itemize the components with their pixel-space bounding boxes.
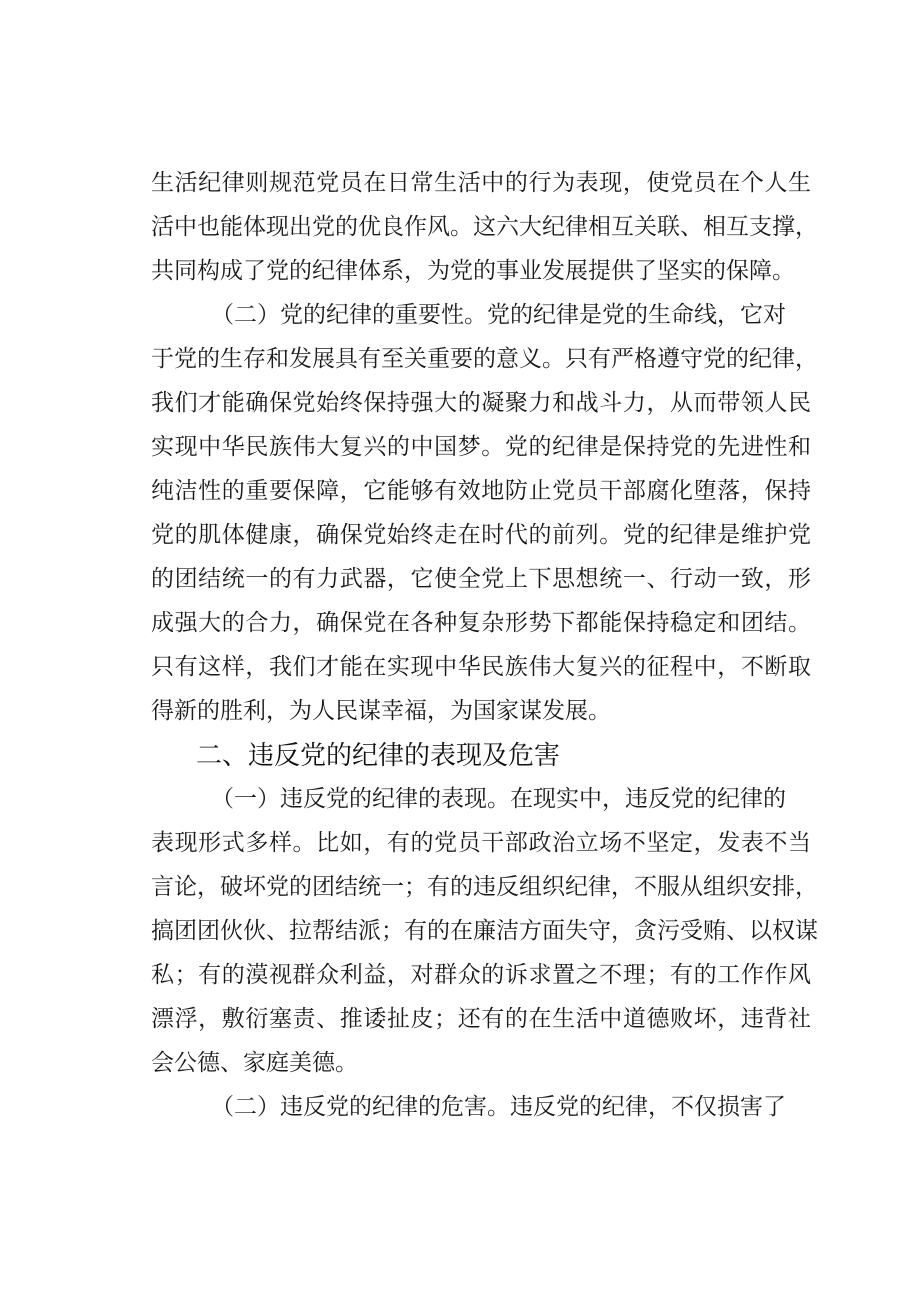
paragraph-line: 表现形式多样。比如，有的党员干部政治立场不坚定，发表不当 bbox=[151, 830, 811, 856]
paragraph-line: 只有这样，我们才能在实现中华民族伟大复兴的征程中，不断取 bbox=[151, 654, 811, 680]
paragraph-line: 私；有的漠视群众利益，对群众的诉求置之不理；有的工作作风 bbox=[151, 962, 811, 988]
paragraph-line: 党的肌体健康，确保党始终走在时代的前列。党的纪律是维护党 bbox=[151, 522, 811, 548]
paragraph-line: 于党的生存和发展具有至关重要的意义。只有严格遵守党的纪律， bbox=[151, 346, 818, 372]
paragraph-line: （二）违反党的纪律的危害。违反党的纪律，不仅损害了 bbox=[211, 1094, 786, 1120]
paragraph-line: 共同构成了党的纪律体系，为党的事业发展提供了坚实的保障。 bbox=[151, 258, 795, 284]
paragraph-line: 活中也能体现出党的优良作风。这六大纪律相互关联、相互支撑， bbox=[151, 214, 818, 240]
paragraph-line: （一）违反党的纪律的表现。在现实中，违反党的纪律的 bbox=[211, 786, 786, 812]
paragraph-line: （二）党的纪律的重要性。党的纪律是党的生命线，它对 bbox=[211, 302, 786, 328]
paragraph-line: 漂浮，敷衍塞责、推诿扯皮；还有的在生活中道德败坏，违背社 bbox=[151, 1006, 811, 1032]
paragraph-line: 纯洁性的重要保障，它能够有效地防止党员干部腐化堕落，保持 bbox=[151, 478, 811, 504]
paragraph-line: 的团结统一的有力武器，它使全党上下思想统一、行动一致，形 bbox=[151, 566, 811, 592]
paragraph-line: 搞团团伙伙、拉帮结派；有的在廉洁方面失守，贪污受贿、以权谋 bbox=[151, 918, 818, 944]
paragraph-line: 言论，破坏党的团结统一；有的违反组织纪律，不服从组织安排， bbox=[151, 874, 818, 900]
paragraph-line: 生活纪律则规范党员在日常生活中的行为表现，使党员在个人生 bbox=[151, 170, 811, 196]
paragraph-line: 得新的胜利，为人民谋幸福，为国家谋发展。 bbox=[151, 698, 611, 724]
paragraph-line: 实现中华民族伟大复兴的中国梦。党的纪律是保持党的先进性和 bbox=[151, 434, 811, 460]
paragraph-line: 会公德、家庭美德。 bbox=[151, 1050, 358, 1076]
paragraph-line: 成强大的合力，确保党在各种复杂形势下都能保持稳定和团结。 bbox=[151, 610, 811, 636]
section-heading: 二、违反党的纪律的表现及危害 bbox=[196, 741, 561, 771]
paragraph-line: 我们才能确保党始终保持强大的凝聚力和战斗力，从而带领人民 bbox=[151, 390, 811, 416]
